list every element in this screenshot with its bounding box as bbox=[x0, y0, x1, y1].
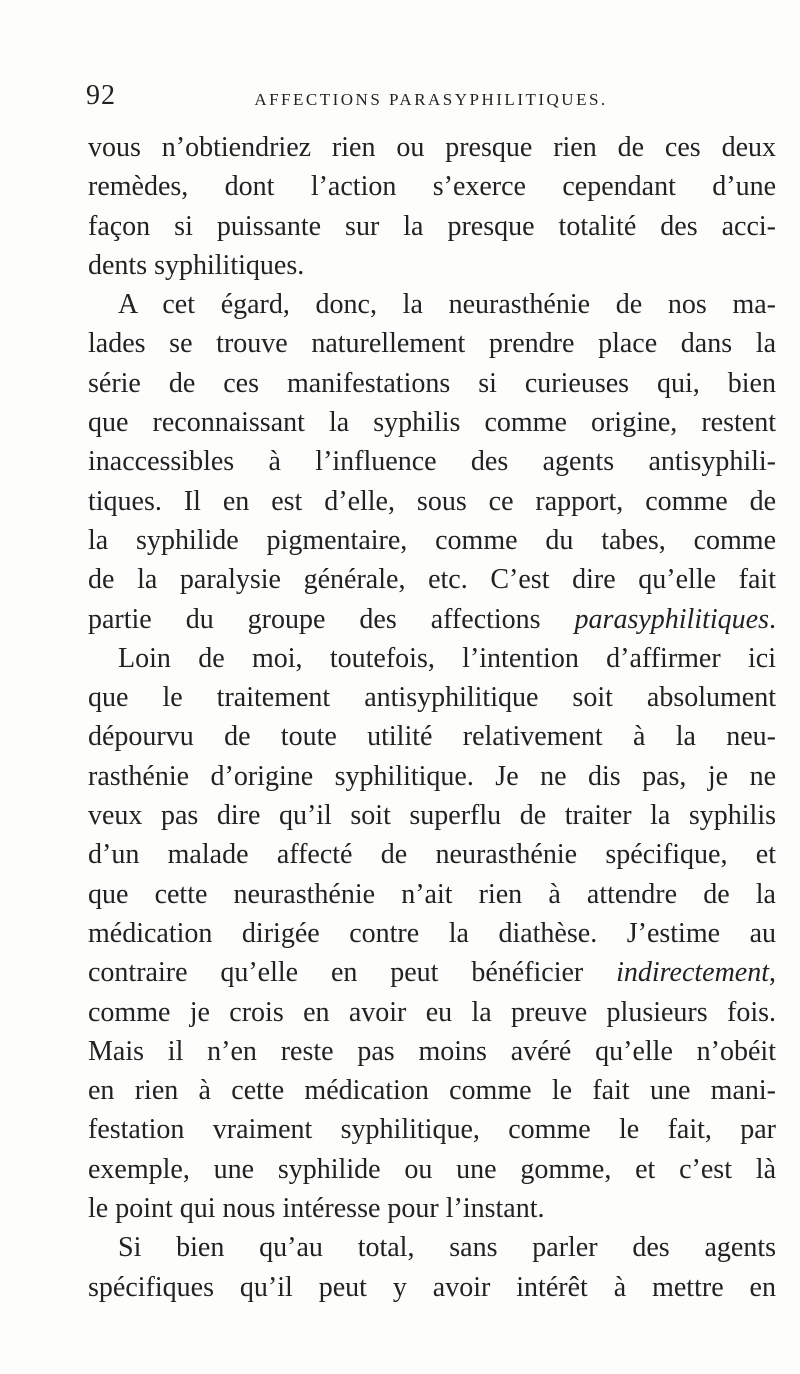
text-line: façon si puissante sur la presque totalité des acci- bbox=[88, 210, 776, 242]
page-header bbox=[86, 80, 776, 116]
text-line: la syphilide pigmentaire, comme du tabes, comme bbox=[88, 524, 776, 556]
text-line: que le traitement antisyphilitique soit absolument bbox=[88, 682, 776, 714]
running-head: AFFECTIONS PARASYPHILITIQUES. bbox=[254, 90, 608, 109]
text-line: que cette neurasthénie n’ait rien à attendre de la bbox=[88, 878, 776, 910]
text-line: le point qui nous intéresse pour l’instant. bbox=[88, 1193, 545, 1225]
text-line: festation vraiment syphilitique, comme le fait, par bbox=[88, 1114, 776, 1146]
text-line bbox=[88, 600, 776, 639]
text-line: rasthénie d’origine syphilitique. Je ne dis pas, je ne bbox=[88, 760, 776, 792]
text-run: , bbox=[769, 957, 776, 989]
text-line: veux pas dire qu’il soit superflu de traiter la syphilis bbox=[88, 800, 776, 832]
italic-term: indirectement bbox=[616, 957, 769, 989]
text-run: contraire qu’elle en peut bénéficier bbox=[88, 957, 617, 989]
italic-term: parasyphilitiques bbox=[574, 603, 769, 635]
text-line: dépourvu de toute utilité relativement à la neu- bbox=[88, 721, 776, 753]
text-line: remèdes, dont l’action s’exerce cependant d’une bbox=[88, 171, 776, 203]
text-line: Loin de moi, toutefois, l’intention d’affirmer ici bbox=[118, 642, 776, 674]
text-line: spécifiques qu’il peut y avoir intérêt à mettre en bbox=[88, 1271, 776, 1303]
page-number: 92 bbox=[86, 80, 116, 111]
text-line: inaccessibles à l’influence des agents antisyphili- bbox=[88, 446, 776, 478]
text-line: médication dirigée contre la diathèse. J’estime au bbox=[88, 917, 776, 949]
text-line: que reconnaissant la syphilis comme origine, restent bbox=[88, 407, 776, 439]
text-line: de la paralysie générale, etc. C’est dire qu’elle fait bbox=[88, 564, 776, 596]
text-line: lades se trouve naturellement prendre place dans la bbox=[88, 328, 776, 360]
text-line: tiques. Il en est d’elle, sous ce rapport, comme de bbox=[88, 485, 776, 517]
text-line: Si bien qu’au total, sans parler des agents bbox=[118, 1232, 776, 1264]
text-line: série de ces manifestations si curieuses qui, bien bbox=[88, 367, 776, 399]
text-line: dents syphilitiques. bbox=[88, 249, 305, 281]
text-line: vous n’obtiendriez rien ou presque rien de ces deux bbox=[88, 132, 776, 163]
text-line: en rien à cette médication comme le fait une mani- bbox=[88, 1075, 776, 1107]
text-line: Mais il n’en reste pas moins avéré qu’elle n’obéit bbox=[88, 1035, 776, 1067]
text-line: A cet égard, donc, la neurasthénie de nos ma- bbox=[118, 289, 776, 321]
text-line: comme je crois en avoir eu la preuve plusieurs fois. bbox=[88, 996, 776, 1028]
body-text bbox=[88, 128, 776, 1307]
text-line bbox=[88, 953, 776, 992]
text-run: . bbox=[769, 603, 776, 635]
text-line: exemple, une syphilide ou une gomme, et c’est là bbox=[88, 1153, 776, 1185]
text-line: d’un malade affecté de neurasthénie spécifique, et bbox=[88, 839, 776, 871]
text-run: partie du groupe des affections bbox=[88, 603, 575, 635]
